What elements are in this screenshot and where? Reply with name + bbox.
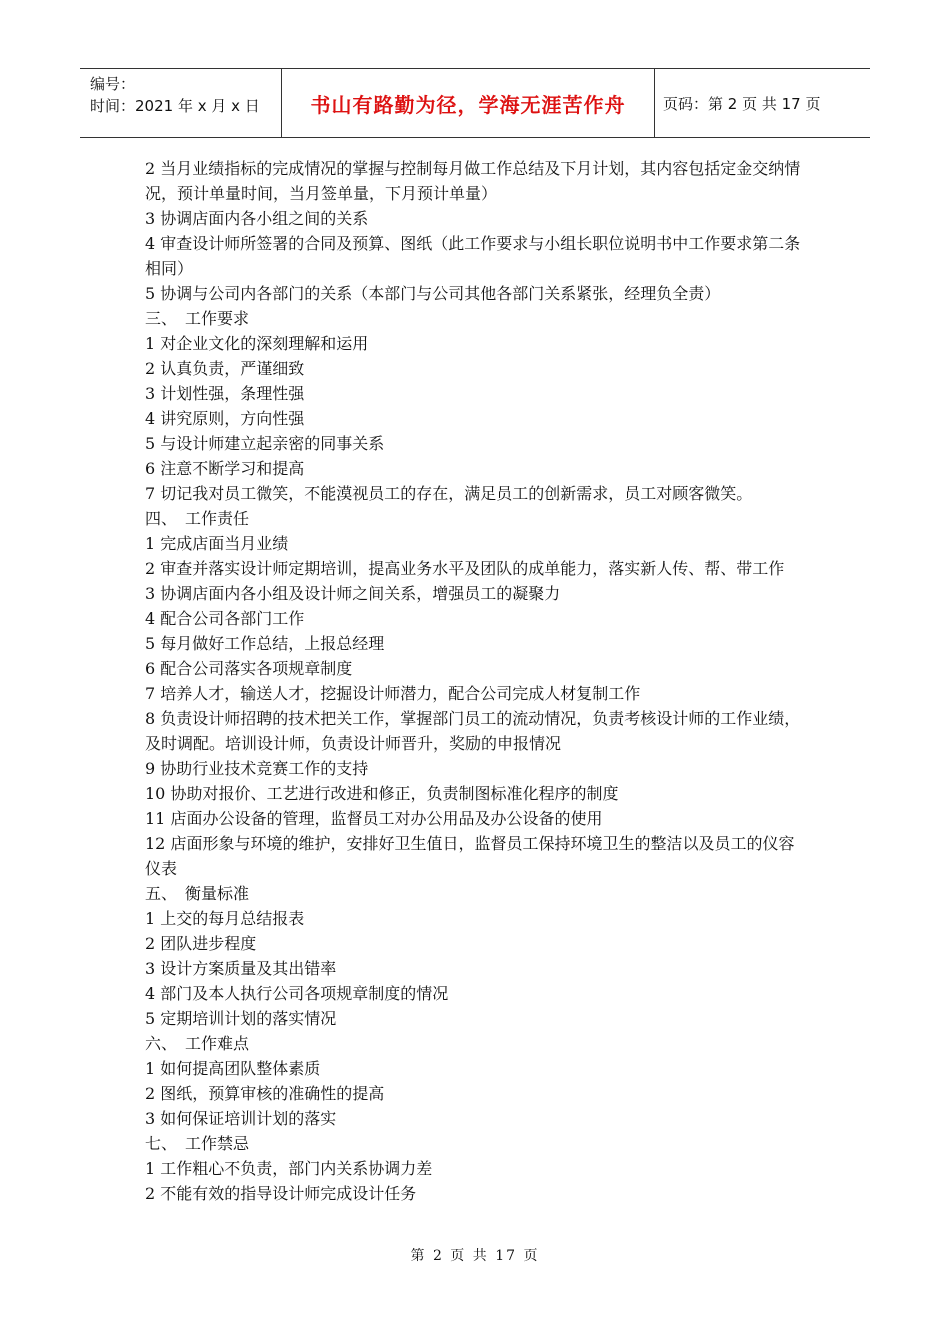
content-line: 5 每月做好工作总结，上报总经理 [145, 634, 385, 653]
header-page-cell [655, 69, 870, 137]
motto-text: 书山有路勤为径，学海无涯苦作舟 [310, 92, 626, 117]
content-line: 四、 工作责任 [145, 509, 250, 528]
content-line: 3 协调店面内各小组及设计师之间关系，增强员工的凝聚力 [145, 584, 561, 603]
content-line: 3 计划性强，条理性强 [145, 384, 305, 403]
content-line: 3 设计方案质量及其出错率 [145, 959, 337, 978]
content-line: 9 协助行业技术竞赛工作的支持 [145, 759, 369, 778]
header-table [80, 68, 870, 138]
content-line: 1 工作粗心不负责，部门内关系协调力差 [145, 1159, 433, 1178]
header-motto-cell [282, 69, 655, 137]
content-line: 1 对企业文化的深刻理解和运用 [145, 334, 369, 353]
content-line: 4 讲究原则，方向性强 [145, 409, 305, 428]
content-line: 2 不能有效的指导设计师完成设计任务 [145, 1184, 417, 1203]
content-line: 4 审查设计师所签署的合同及预算、图纸（此工作要求与小组长职位说明书中工作要求第二条相同） [145, 234, 801, 278]
content-line: 2 团队进步程度 [145, 934, 257, 953]
content-line: 8 负责设计师招聘的技术把关工作，掌握部门员工的流动情况，负责考核设计师的工作业绩，及时调配。培训设计师，负责设计师晋升，奖励的申报情况 [145, 709, 801, 753]
content-line: 6 配合公司落实各项规章制度 [145, 659, 353, 678]
content-line: 11 店面办公设备的管理，监督员工对办公用品及办公设备的使用 [145, 809, 603, 828]
content-line: 7 切记我对员工微笑，不能漠视员工的存在，满足员工的创新需求，员工对顾客微笑。 [145, 484, 753, 503]
document-time-label: 时间：2021 年 x 月 x 日 [90, 97, 260, 115]
content-line: 10 协助对报价、工艺进行改进和修正，负责制图标准化程序的制度 [145, 784, 619, 803]
document-number-label: 编号： [90, 75, 136, 93]
content-line: 七、 工作禁忌 [145, 1134, 250, 1153]
content-line: 1 上交的每月总结报表 [145, 909, 305, 928]
content-line: 4 配合公司各部门工作 [145, 609, 305, 628]
content-line: 2 认真负责，严谨细致 [145, 359, 305, 378]
header-meta-cell [80, 69, 282, 137]
content-line: 1 完成店面当月业绩 [145, 534, 289, 553]
content-line: 1 如何提高团队整体素质 [145, 1059, 321, 1078]
content-line: 三、 工作要求 [145, 309, 250, 328]
content-line: 2 当月业绩指标的完成情况的掌握与控制每月做工作总结及下月计划，其内容包括定金交纳情况，预计单量时间，当月签单量，下月预计单量） [145, 159, 801, 203]
header-page-label: 页码：第 2 页 共 17 页 [663, 94, 821, 113]
content-line: 5 协调与公司内各部门的关系（本部门与公司其他各部门关系紧张，经理负全责） [145, 284, 721, 303]
content-line: 6 注意不断学习和提高 [145, 459, 305, 478]
content-line: 12 店面形象与环境的维护，安排好卫生值日，监督员工保持环境卫生的整洁以及员工的仪容仪表 [145, 834, 795, 878]
content-line: 5 与设计师建立起亲密的同事关系 [145, 434, 385, 453]
content-line: 六、 工作难点 [145, 1034, 250, 1053]
document-body [145, 156, 810, 1206]
content-line: 5 定期培训计划的落实情况 [145, 1009, 337, 1028]
content-line: 2 审查并落实设计师定期培训，提高业务水平及团队的成单能力，落实新人传、帮、带工作 [145, 559, 785, 578]
content-line: 3 如何保证培训计划的落实 [145, 1109, 337, 1128]
content-line: 3 协调店面内各小组之间的关系 [145, 209, 369, 228]
content-line: 4 部门及本人执行公司各项规章制度的情况 [145, 984, 449, 1003]
content-line: 7 培养人才，输送人才，挖掘设计师潜力，配合公司完成人材复制工作 [145, 684, 641, 703]
content-line: 2 图纸，预算审核的准确性的提高 [145, 1084, 385, 1103]
content-line: 五、 衡量标准 [145, 884, 250, 903]
page-footer: 第 2 页 共 17 页 [410, 1248, 540, 1264]
